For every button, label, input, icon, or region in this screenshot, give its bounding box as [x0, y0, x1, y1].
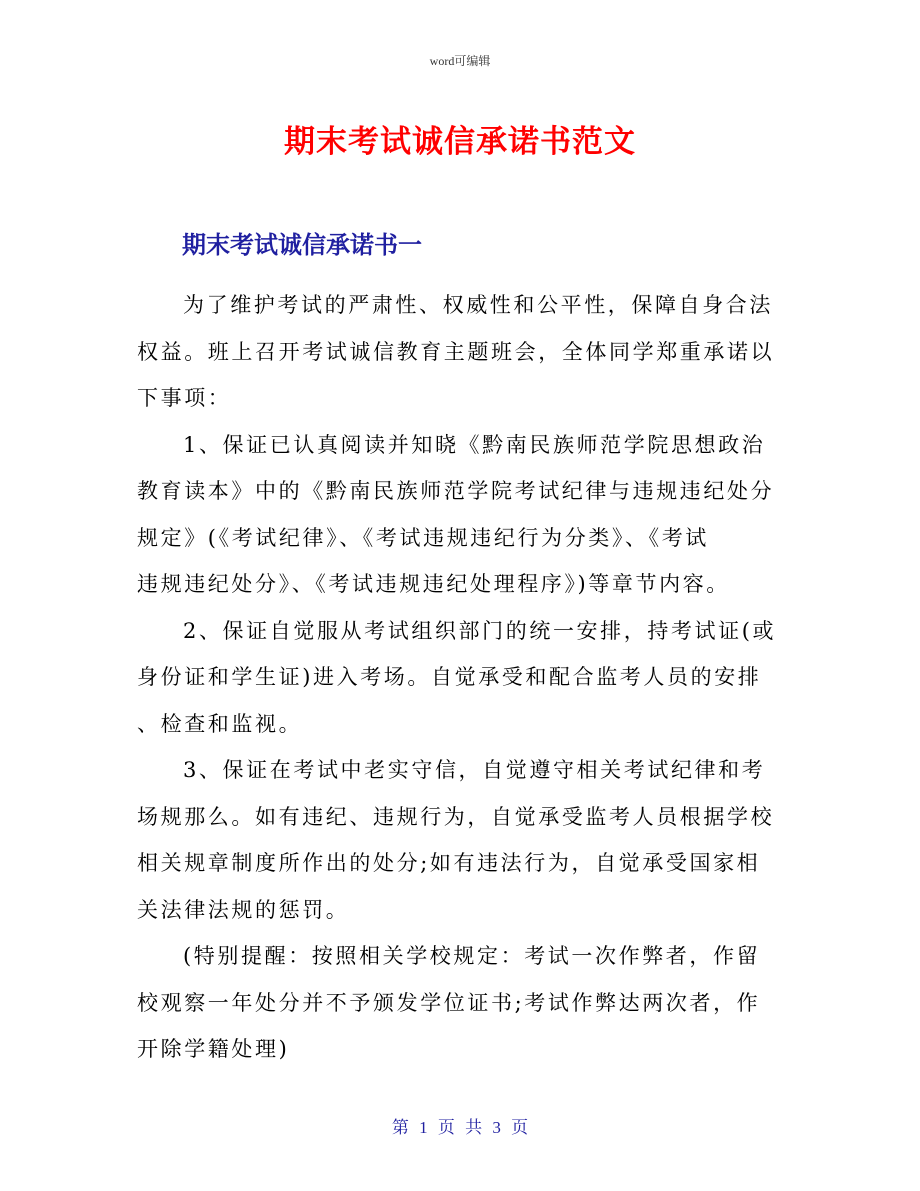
- body-line: 、检查和监视。: [137, 711, 303, 736]
- body-line: 教育读本》中的《黔南民族师范学院考试纪律与违规违纪处分: [137, 479, 775, 503]
- body-line: 1、保证已认真阅读并知晓《黔南民族师范学院思想政治: [183, 432, 766, 457]
- body-line: 场规那么。如有违纪、违规行为，自觉承受监考人员根据学校: [137, 804, 775, 829]
- section-title: 期末考试诚信承诺书一: [182, 231, 422, 259]
- body-line: 下事项：: [137, 386, 232, 410]
- page-footer: 第 1 页 共 3 页: [391, 1118, 529, 1137]
- document-title: 期末考试诚信承诺书范文: [284, 124, 636, 160]
- body-line: 3、保证在考试中老实守信，自觉遵守相关考试纪律和考: [183, 758, 766, 782]
- body-line: 规定》(《考试纪律》、《考试违规违纪行为分类》、《考试: [137, 525, 709, 550]
- body-line: 身份证和学生证)进入考场。自觉承受和配合监考人员的安排: [137, 665, 762, 689]
- body-line: 校观察一年处分并不予颁发学位证书;考试作弊达两次者，作: [137, 990, 761, 1015]
- body-line: 违规违纪处分》、《考试违规违纪处理程序》)等章节内容。: [137, 572, 730, 596]
- body-line: 2、保证自觉服从考试组织部门的统一安排，持考试证(或: [183, 618, 777, 643]
- header-note: word可编辑: [429, 54, 491, 68]
- body-line: 权益。班上召开考试诚信教育主题班会，全体同学郑重承诺以: [137, 339, 775, 364]
- body-text: [137, 282, 787, 1073]
- body-line: 为了维护考试的严肃性、权威性和公平性，保障自身合法: [183, 293, 773, 317]
- body-line: 开除学籍处理): [137, 1037, 290, 1061]
- body-line: 相关规章制度所作出的处分;如有违法行为，自觉承受国家相: [137, 851, 761, 875]
- body-line: (特别提醒：按照相关学校规定：考试一次作弊者，作留: [183, 944, 761, 968]
- body-line: 关法律法规的惩罚。: [137, 897, 350, 922]
